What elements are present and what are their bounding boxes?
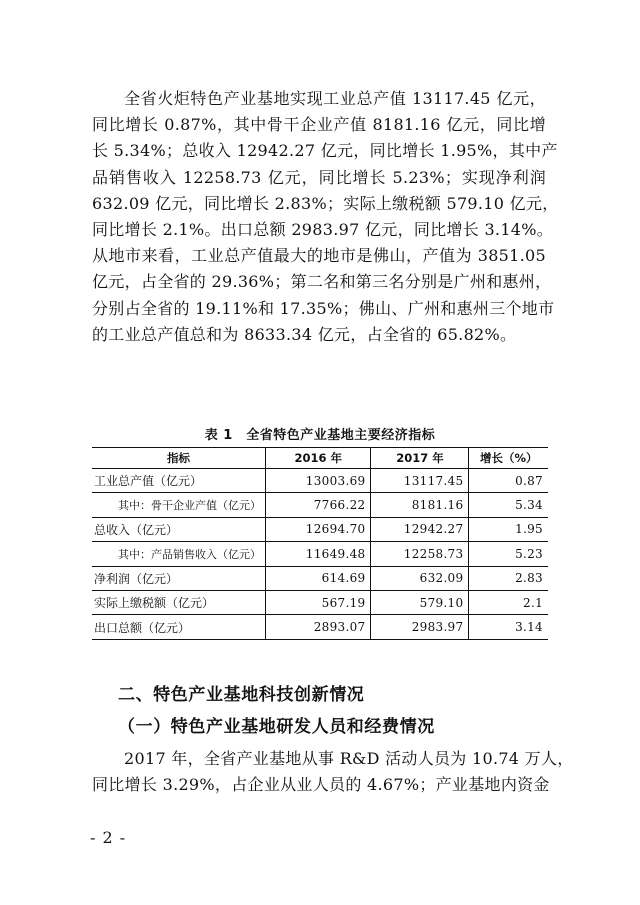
header-indicator: 指标 (92, 448, 266, 469)
growth-value: 5.23 (469, 542, 548, 566)
growth-value: 2.83 (469, 566, 548, 590)
economic-indicators-table (92, 447, 548, 640)
indicator-name: 总收入（亿元） (92, 517, 266, 541)
header-2016: 2016 年 (266, 448, 371, 469)
paragraph-line: 同比增长 2.1%。出口总额 2983.97 亿元，同比增长 3.14%。 (92, 219, 554, 239)
value-2017: 579.10 (371, 590, 469, 614)
growth-value: 5.34 (469, 493, 548, 517)
value-2016: 2893.07 (266, 615, 371, 639)
value-2017: 632.09 (371, 566, 469, 590)
growth-value: 1.95 (469, 517, 548, 541)
indicator-name: 出口总额（亿元） (92, 615, 266, 639)
indicator-name: 净利润（亿元） (92, 566, 266, 590)
paragraph-line: 分别占全省的 19.11%和 17.35%；佛山、广州和惠州三个地市 (92, 298, 555, 318)
body-paragraph-economic-summary (92, 86, 559, 348)
paragraph-line: 同比增长 0.87%，其中骨干企业产值 8181.16 亿元，同比增 (92, 115, 546, 135)
table-row (92, 469, 548, 493)
paragraph-line: 632.09 亿元，同比增长 2.83%；实际上缴税额 579.10 亿元， (92, 193, 559, 213)
page-number: - 2 - (90, 828, 127, 847)
table-row (92, 615, 548, 639)
paragraph-line: 同比增长 3.29%，占企业从业人员的 4.67%；产业基地内资金 (92, 775, 550, 795)
table-row (92, 493, 548, 517)
table-row (92, 542, 548, 566)
table-header-row (92, 448, 548, 469)
body-paragraph-rd-personnel (92, 746, 574, 798)
table-row (92, 590, 548, 614)
paragraph-line: 亿元，占全省的 29.36%；第二名和第三名分别是广州和惠州， (92, 272, 552, 292)
table-caption: 表 1 全省特色产业基地主要经济指标 (204, 428, 436, 443)
growth-value: 2.1 (469, 590, 548, 614)
table-row (92, 517, 548, 541)
growth-value: 0.87 (469, 469, 548, 493)
value-2017: 2983.97 (371, 615, 469, 639)
indicator-name: 实际上缴税额（亿元） (92, 590, 266, 614)
value-2017: 8181.16 (371, 493, 469, 517)
subsection-heading: （一）特色产业基地研发人员和经费情况 (118, 717, 435, 737)
value-2017: 12942.27 (371, 517, 469, 541)
value-2016: 11649.48 (266, 542, 371, 566)
paragraph-line: 全省火炬特色产业基地实现工业总产值 13117.45 亿元， (124, 89, 546, 108)
value-2017: 12258.73 (371, 542, 469, 566)
value-2017: 13117.45 (371, 469, 469, 493)
indicator-name: 其中：产品销售收入（亿元） (92, 542, 266, 566)
indicator-name: 工业总产值（亿元） (92, 469, 266, 493)
value-2016: 567.19 (266, 590, 371, 614)
paragraph-line: 从地市来看，工业总产值最大的地市是佛山，产值为 3851.05 (92, 246, 546, 266)
value-2016: 13003.69 (266, 469, 371, 493)
header-growth: 增长（%） (469, 448, 548, 469)
section-heading: 二、特色产业基地科技创新情况 (118, 685, 365, 705)
value-2016: 614.69 (266, 566, 371, 590)
value-2016: 12694.70 (266, 517, 371, 541)
value-2016: 7766.22 (266, 493, 371, 517)
paragraph-line: 品销售收入 12258.73 亿元，同比增长 5.23%；实现净利润 (92, 167, 546, 187)
growth-value: 3.14 (469, 615, 548, 639)
paragraph-line: 的工业总产值总和为 8633.34 亿元，占全省的 65.82%。 (92, 324, 517, 344)
indicator-name: 其中：骨干企业产值（亿元） (92, 493, 266, 517)
table-row (92, 566, 548, 590)
paragraph-line: 2017 年，全省产业基地从事 R&D 活动人员为 10.74 万人， (124, 749, 574, 768)
header-2017: 2017 年 (371, 448, 469, 469)
paragraph-line: 长 5.34%；总收入 12942.27 亿元，同比增长 1.95%，其中产 (92, 141, 558, 161)
